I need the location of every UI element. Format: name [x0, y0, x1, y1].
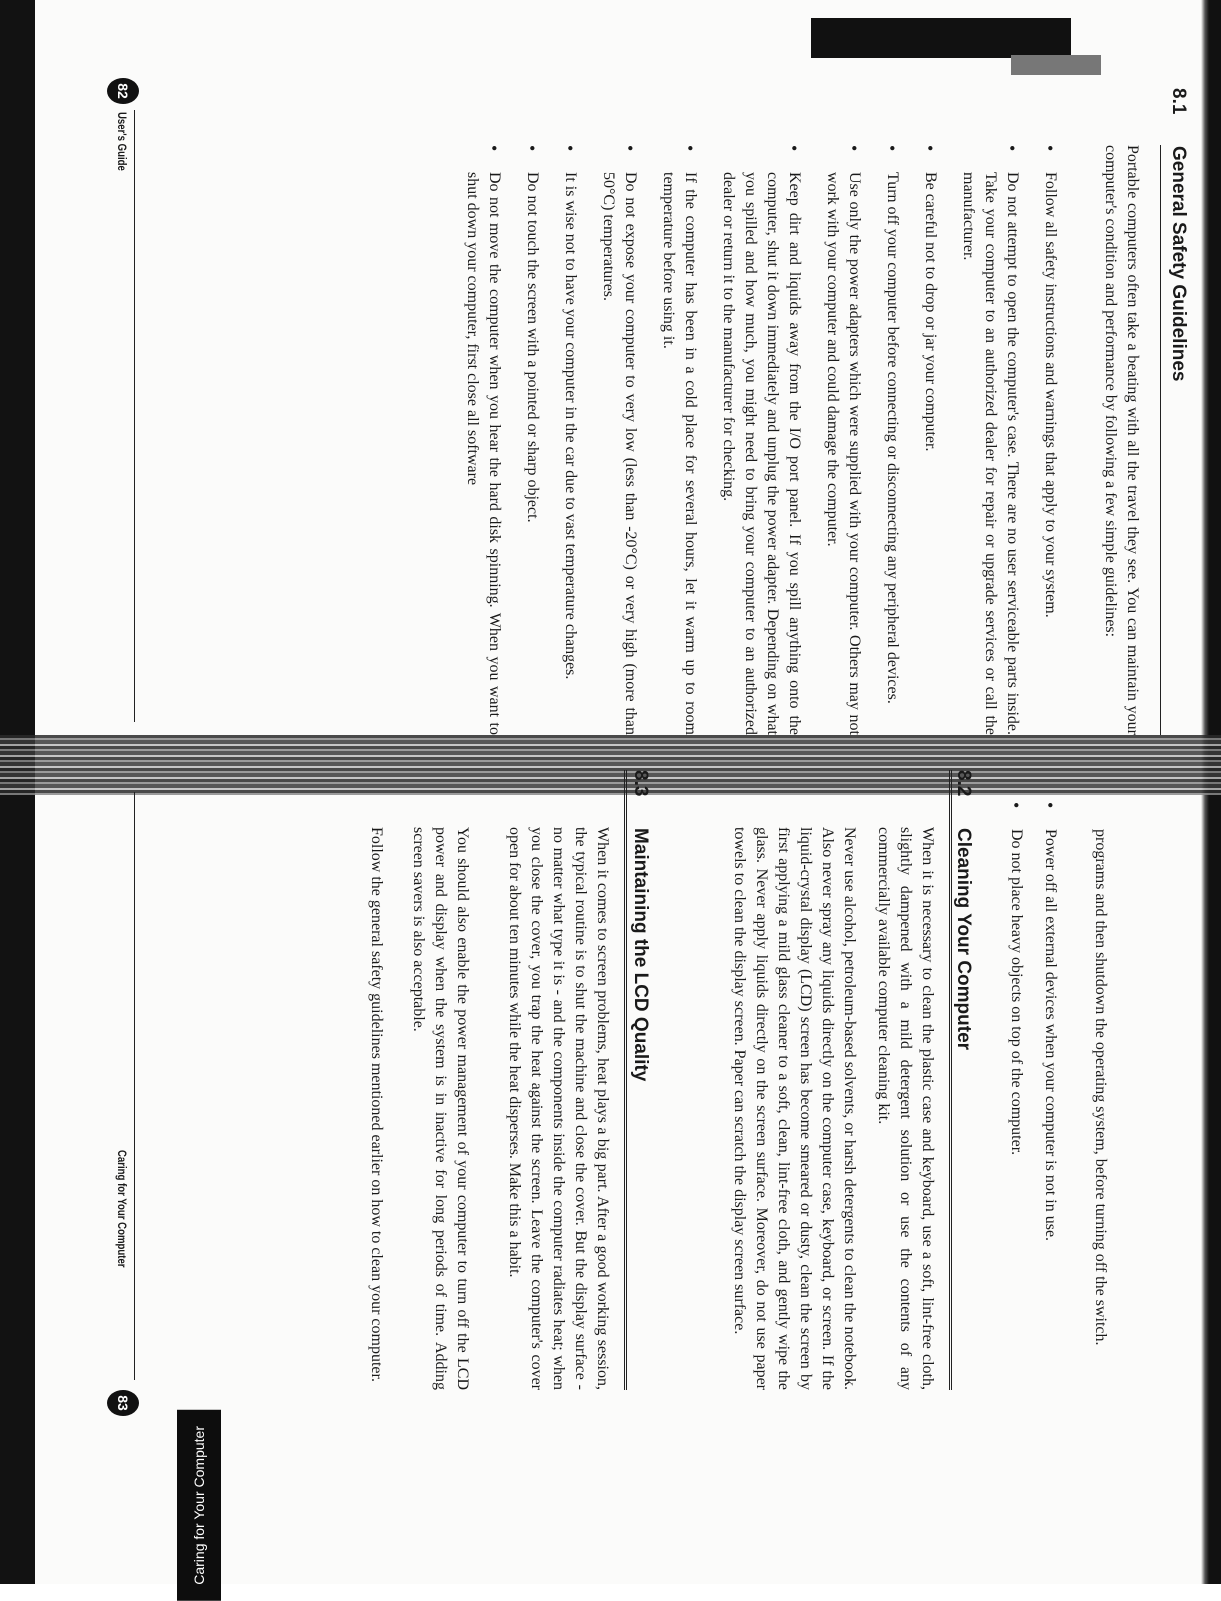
section-rule — [624, 770, 627, 1390]
lcd-paragraph: You should also enable the power management of your computer to turn off the LCD power and display when the system is in inactive for long periods of time. Adding screen savers is also acceptable. — [410, 827, 471, 1390]
list-item: • Do not touch the screen with a pointed or sharp object. — [521, 145, 543, 735]
list-item: • Turn off your computer before connecting or disconnecting any peripheral devices. — [881, 145, 903, 735]
section-title: Maintaining the LCD Quality — [630, 828, 651, 1082]
section-rule — [949, 770, 952, 1390]
intro-paragraph: Portable computers often take a beating with all the travel they see. You can maintain your computer's condition and performance by following a few simple guidelines: — [1102, 145, 1141, 735]
page-number-badge: 82 — [107, 78, 139, 104]
section-rule — [1160, 145, 1161, 735]
footer-rule — [134, 792, 135, 1380]
list-item: • If the computer has been in a cold place for several hours, let it warm up to room temperature before using it. — [657, 145, 701, 735]
footer-title: Caring for Your Computer — [115, 1150, 129, 1268]
left-page — [0, 0, 1221, 770]
footer-rule — [134, 110, 135, 722]
continuation-text: programs and then shutdown the operating system, before turning off the switch. — [1092, 829, 1109, 1346]
list-item: • Do not expose your computer to very low (less than -20°C) or very high (more than 50°C) temperatures. — [597, 145, 641, 735]
section-title: Cleaning Your Computer — [953, 828, 974, 1051]
list-item: • Use only the power adapters which were supplied with your computer. Others may not work with your computer and could damage the computer. — [821, 145, 865, 735]
list-item: • Be careful not to drop or jar your computer. — [919, 145, 941, 735]
cleaning-paragraph: Never use alcohol, petroleum-based solvents, or harsh detergents to clean the notebook. Also never spray any liquids directly on the computer case, keyboard, or screen. If the liquid-crystal display (LCD) screen has become smeared or dusty, clean the screen by first applying a mild glass cleaner to a soft, clean, lint-free cloth, and gently wipe the glass. Never apply liquids directly on the screen surface. Moreover, do not use paper towels to clean the display screen. Paper can scratch the display screen surface. — [731, 827, 858, 1390]
list-item: • Do not place heavy objects on top of the computer. — [1005, 802, 1027, 1392]
page-number-badge: 83 — [107, 1390, 139, 1416]
list-item: • Do not attempt to open the computer's case. There are no user serviceable parts inside. Take your computer to an authorized dealer for repair or upgrade services or call the manufacturer. — [957, 145, 1023, 735]
section-title: General Safety Guidelines — [1168, 146, 1189, 382]
section-heading — [952, 770, 974, 1050]
list-item: • Follow all safety instructions and warnings that apply to your system. — [1039, 145, 1061, 735]
list-item: • It is wise not to have your computer in the car due to vast temperature changes. — [559, 145, 581, 735]
section-heading — [629, 770, 651, 1081]
footer-title: User's Guide — [115, 112, 129, 171]
list-item: • Do not move the computer when you hear the hard disk spinning. When you want to shut down your computer, first close all software — [461, 145, 505, 735]
lcd-paragraph: Follow the general safety guidelines mentioned earlier on how to clean your computer. — [368, 827, 385, 1382]
safety-guidelines-list — [445, 145, 1061, 735]
section-number: 8.1 — [1168, 88, 1189, 115]
section-heading — [1167, 88, 1189, 381]
list-item: • Power off all external devices when your computer is not in use. — [1039, 802, 1061, 1392]
section-number: 8.3 — [630, 770, 651, 797]
chapter-tab: Caring for Your Computer — [177, 1410, 221, 1601]
lcd-paragraph: When it comes to screen problems, heat plays a big part. After a good working session, the typical routine is to shut the machine and close the cover. But the display surface - no matter what type it is - and the components inside the computer radiates heat; when you close the cover, you trap the heat against the screen. Leave the computer's cover open for about ten minutes while the heat disperses. Make this a habit. — [506, 827, 611, 1390]
section-number: 8.2 — [953, 770, 974, 797]
cleaning-paragraph: When it is necessary to clean the plastic case and keyboard, use a soft, lint-free cloth, slightly dampened with a mild detergent solution or use the contents of any commercially available computer cleaning kit. — [875, 827, 936, 1390]
right-page — [0, 770, 1221, 1584]
continued-list — [993, 802, 1061, 1392]
list-item: • Keep dirt and liquids away from the I/O port panel. If you spill anything onto the computer, shut it down immediately and unplug the power adapter. Depending on what you spilled and how much, you might need to bring your computer to an authorized dealer or return it to the manufacturer for checking. — [717, 145, 805, 735]
